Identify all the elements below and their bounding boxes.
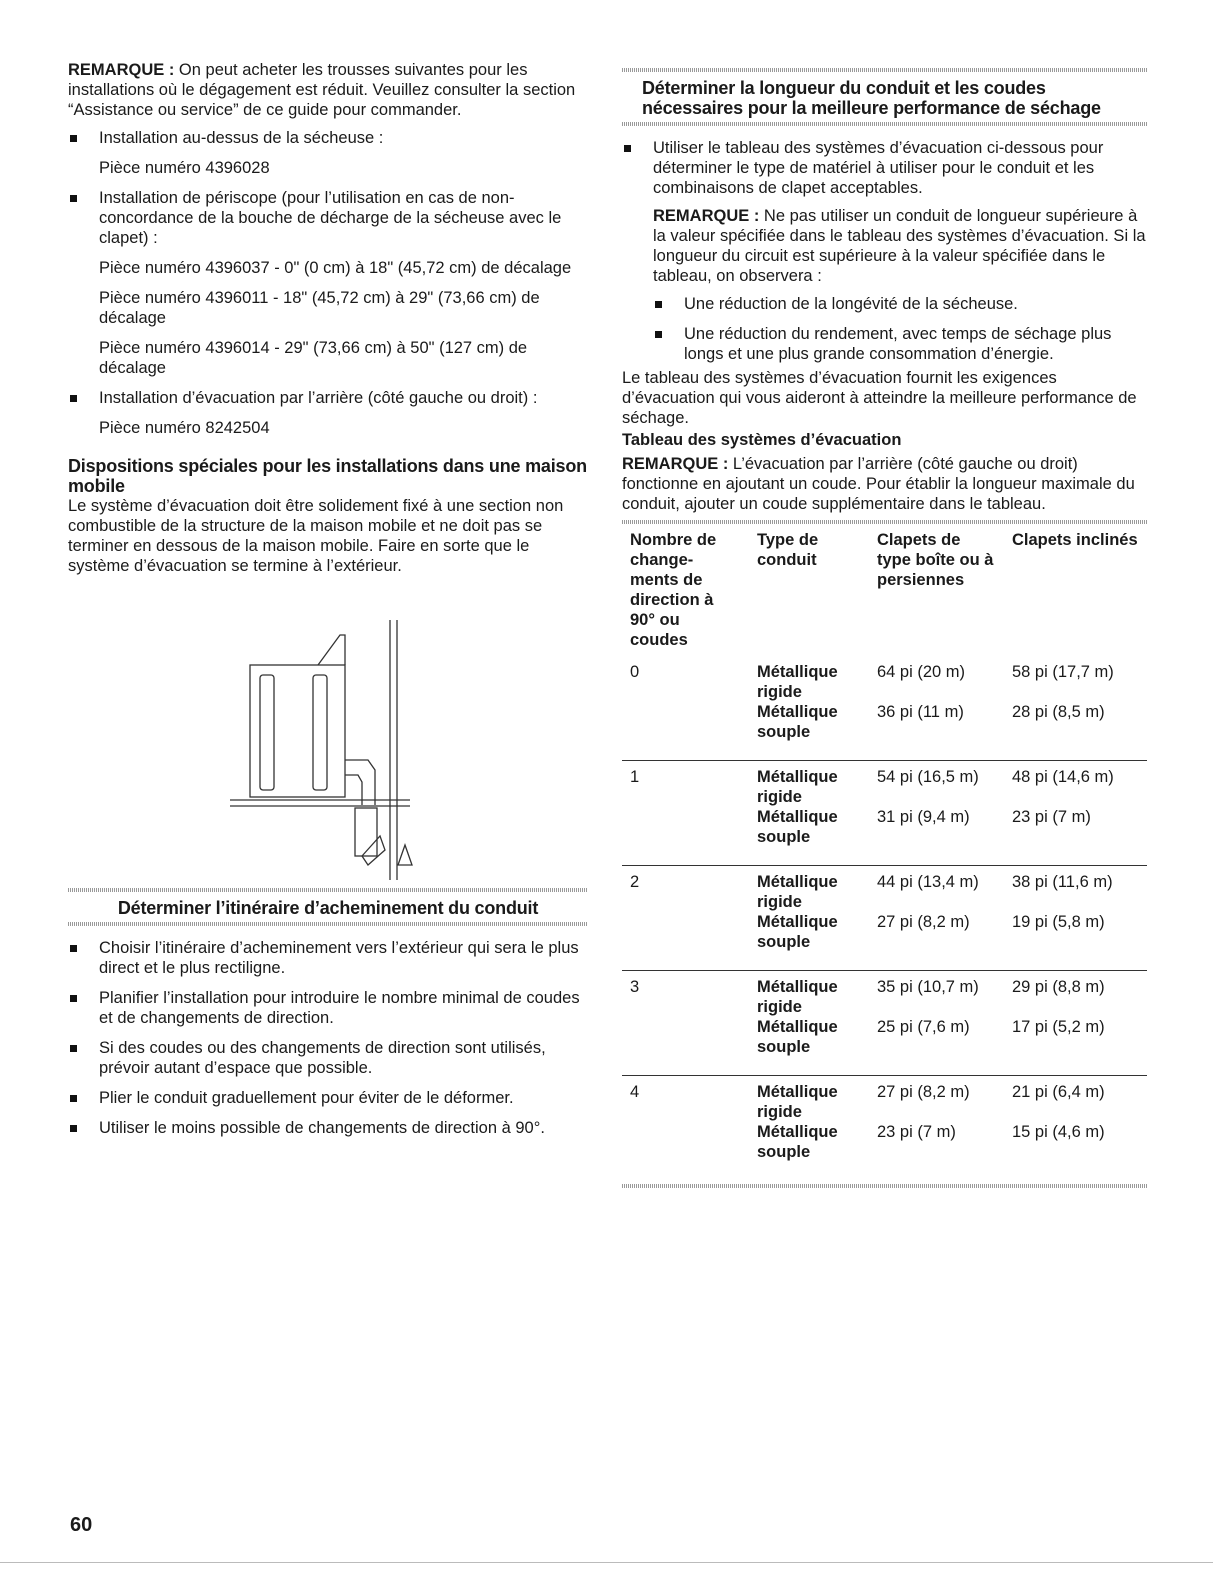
- mobile-home-text: Le système d’évacuation doit être solidement fixé à une section non combustible de la structure de la maison mobile et ne doit pas se terminer en dessous de la maison mobile. Faire en sorte que le système d’évacuation se termine à l’extérieur.: [68, 497, 564, 575]
- route-section: [68, 888, 588, 1138]
- table-bottom-rule: [622, 1184, 1147, 1188]
- duct-type: Métallique rigide: [757, 768, 838, 806]
- duct-type: Métallique rigide: [757, 1083, 838, 1121]
- dryer-installation-diagram: [190, 610, 420, 880]
- kit-part-number: Pièce numéro 8242504: [99, 419, 270, 437]
- vent-system-table: [622, 530, 1147, 1180]
- table-row: [622, 656, 1147, 702]
- duct-type: Métallique souple: [749, 702, 869, 761]
- angled-hood-length: 28 pi (8,5 m): [1004, 702, 1147, 761]
- heading-rule: [622, 122, 1147, 126]
- box-hood-length: 64 pi (20 m): [877, 663, 966, 681]
- mobile-home-heading: Dispositions spéciales pour les installations dans une maison mobile: [68, 456, 587, 496]
- rear-exhaust-note: [622, 454, 1147, 514]
- duct-type: Métallique rigide: [757, 978, 838, 1016]
- kit-part-number: Pièce numéro 4396014 - 29" (73,66 cm) à 50" (127 cm) de décalage: [99, 339, 528, 377]
- duct-type: Métallique rigide: [757, 873, 838, 911]
- angled-hood-length: 38 pi (11,6 m): [1012, 873, 1113, 891]
- angled-hood-length: 17 pi (5,2 m): [1004, 1017, 1147, 1076]
- heading-rule: [68, 922, 588, 926]
- route-item: Utiliser le moins possible de changements de direction à 90°.: [68, 1118, 588, 1138]
- length-note: [622, 206, 1147, 286]
- kit-part-number: Pièce numéro 4396028: [99, 159, 270, 177]
- box-hood-length: 25 pi (7,6 m): [869, 1017, 1004, 1076]
- route-item: Choisir l’itinéraire d’acheminement vers l’extérieur qui sera le plus direct et le plus rectiligne.: [68, 938, 588, 978]
- angled-hood-length: 21 pi (6,4 m): [1012, 1083, 1105, 1101]
- box-hood-length: 23 pi (7 m): [877, 1123, 956, 1141]
- duct-type: Métallique souple: [749, 807, 869, 866]
- right-column: [622, 68, 1147, 1188]
- table-row: [622, 761, 1147, 808]
- vent-table-intro: Le tableau des systèmes d’évacuation fournit les exigences d’évacuation qui vous aideront à atteindre la meilleure performance de séchage.: [622, 369, 1137, 427]
- box-hood-length: 27 pi (8,2 m): [869, 912, 1004, 971]
- angled-hood-length: 48 pi (14,6 m): [1012, 768, 1114, 786]
- table-header-row: [622, 530, 1147, 656]
- route-item: Planifier l’installation pour introduire le nombre minimal de coudes et de changements de direction.: [68, 988, 588, 1028]
- table-row: [622, 1076, 1147, 1123]
- table-top-rule: [622, 520, 1147, 524]
- note-paragraph: [68, 60, 588, 120]
- route-item: Plier le conduit graduellement pour éviter de le déformer.: [68, 1088, 588, 1108]
- note-text: L’évacuation par l’arrière (côté gauche ou droit) fonctionne en ajoutant un coude. Pour établir la longueur maximale du conduit, ajouter un coude supplémentaire dans le tableau.: [622, 455, 1135, 513]
- duct-type: Métallique rigide: [757, 663, 838, 701]
- box-hood-length: 36 pi (11 m): [869, 702, 1004, 761]
- angled-hood-length: 19 pi (5,8 m): [1004, 912, 1147, 971]
- note-label: REMARQUE :: [622, 455, 729, 473]
- route-item: Si des coudes ou des changements de direction sont utilisés, prévoir autant d’espace que possible.: [68, 1038, 588, 1078]
- kit-part-number: Pièce numéro 4396037 - 0" (0 cm) à 18" (45,72 cm) de décalage: [99, 259, 572, 277]
- angled-hood-length: 58 pi (17,7 m): [1012, 663, 1114, 681]
- angled-hood-length: 29 pi (8,8 m): [1012, 978, 1105, 996]
- elbow-count: 0: [622, 656, 749, 761]
- kit-item-rear-exhaust: Installation d’évacuation par l’arrière (côté gauche ou droit) :: [68, 388, 588, 408]
- page-bottom-rule: [0, 1562, 1213, 1563]
- kit-item-periscope: Installation de périscope (pour l’utilisation en cas de non-concordance de la bouche de décharge de la sécheuse avec le clapet) :: [68, 188, 588, 248]
- elbow-count: 4: [630, 1083, 640, 1101]
- elbow-count: 3: [622, 971, 749, 1076]
- note-text: Ne pas utiliser un conduit de longueur supérieure à la valeur spécifiée dans le tableau des systèmes d’évacuation. Si la longueur du circuit est supérieure à la valeur spécifiée dans le tableau, on observera :: [653, 207, 1146, 285]
- kit-part-number: Pièce numéro 4396011 - 18" (45,72 cm) à 29" (73,66 cm) de décalage: [99, 289, 540, 327]
- note-text: On peut acheter les trousses suivantes pour les installations où le dégagement est réduit. Veuillez consulter la section “Assistance ou service” de ce guide pour commander.: [68, 61, 576, 119]
- note-label: REMARQUE :: [68, 61, 175, 79]
- kit-item-above-dryer: Installation au-dessus de la sécheuse :: [68, 128, 588, 148]
- box-hood-length: 35 pi (10,7 m): [877, 978, 979, 996]
- table-row: [622, 971, 1147, 1018]
- box-hood-length: 27 pi (8,2 m): [877, 1083, 970, 1101]
- duct-length-heading: Déterminer la longueur du conduit et les coudes nécessaires pour la meilleure performance de séchage: [642, 78, 1101, 118]
- page-number: 60: [70, 1514, 93, 1536]
- col-header-angled-hoods: Clapets inclinés: [1012, 531, 1138, 549]
- box-hood-length: 54 pi (16,5 m): [877, 768, 979, 786]
- col-header-elbows: Nombre de change-ments de direction à 90° ou coudes: [630, 531, 717, 649]
- elbow-count: 1: [622, 761, 749, 866]
- box-hood-length: 44 pi (13,4 m): [877, 873, 979, 891]
- consequence-item: Une réduction du rendement, avec temps de séchage plus longs et une plus grande consommation d’énergie.: [653, 324, 1147, 364]
- col-header-duct-type: Type de conduit: [757, 531, 819, 569]
- route-heading: Déterminer l’itinéraire d’acheminement du conduit: [117, 898, 539, 918]
- box-hood-length: 31 pi (9,4 m): [869, 807, 1004, 866]
- duct-type: Métallique souple: [757, 1123, 838, 1161]
- duct-type: Métallique souple: [749, 912, 869, 971]
- elbow-count: 2: [622, 866, 749, 971]
- col-header-box-hoods: Clapets de type boîte ou à persiennes: [877, 531, 994, 589]
- vent-table-bullet: Utiliser le tableau des systèmes d’évacuation ci-dessous pour déterminer le type de matériel à utiliser pour le conduit et les combinaisons de clapet acceptables.: [622, 138, 1147, 198]
- consequence-item: Une réduction de la longévité de la sécheuse.: [653, 294, 1147, 314]
- vent-table-title: Tableau des systèmes d’évacuation: [622, 431, 902, 449]
- note-label: REMARQUE :: [653, 207, 760, 225]
- left-column: [68, 60, 588, 576]
- duct-type: Métallique souple: [749, 1017, 869, 1076]
- angled-hood-length: 15 pi (4,6 m): [1012, 1123, 1105, 1141]
- angled-hood-length: 23 pi (7 m): [1004, 807, 1147, 866]
- table-row: [622, 866, 1147, 913]
